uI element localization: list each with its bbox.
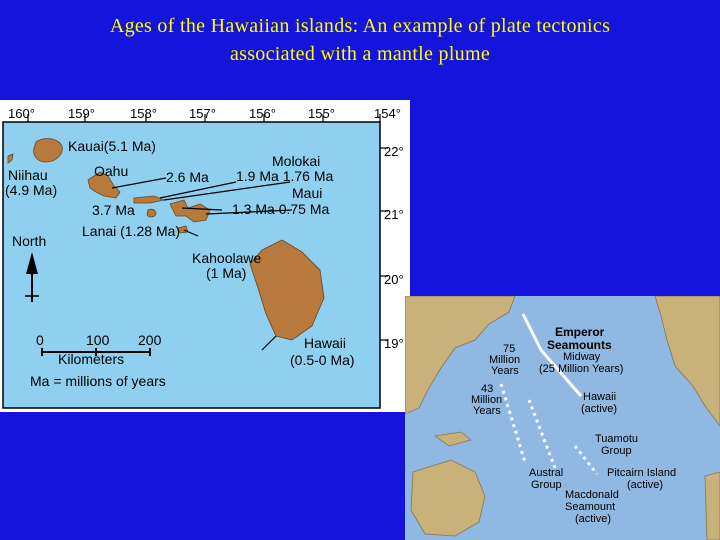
kauai-label: Kauai(5.1 Ma): [68, 138, 156, 154]
slide-title-line1: Ages of the Hawaiian islands: An example of plate tectonics: [109, 15, 611, 37]
pitcairn-status-label: (active): [627, 479, 664, 491]
lon-label-158: 158°: [130, 106, 157, 121]
lon-label-154: 154°: [374, 106, 401, 121]
lat-label-19: 19°: [384, 336, 404, 351]
tuamotu-label: Tuamotu: [595, 433, 639, 445]
niihau-label: Niihau: [8, 167, 48, 183]
niihau-age-label: (4.9 Ma): [5, 182, 58, 198]
lon-label-155: 155°: [308, 106, 335, 121]
oahu-age-label: 2.6 Ma: [166, 169, 209, 185]
age-75-million-label: Million: [489, 354, 521, 366]
maui-label: Maui: [292, 185, 323, 201]
seamounts-label: Seamounts: [547, 338, 612, 352]
lon-label-157: 157°: [189, 106, 216, 121]
lon-label-160: 160°: [8, 106, 35, 121]
hawaii-map: [0, 100, 410, 412]
kahoolawe-age-label: (1 Ma): [206, 265, 247, 281]
north-label: North: [12, 233, 47, 249]
macdonald-label: Macdonald: [565, 489, 619, 501]
lon-label-156: 156°: [249, 106, 276, 121]
pacific-map: [405, 296, 720, 540]
australia-landmass: [411, 460, 485, 536]
oahu-age2-label: 3.7 Ma: [92, 202, 135, 218]
scale-unit-label: Kilometers: [58, 351, 125, 367]
lat-label-21: 21°: [384, 207, 404, 222]
lon-label-159: 159°: [68, 106, 95, 121]
age-43-years-label: Years: [473, 405, 501, 417]
maui-ages-label: 1.3 Ma 0.75 Ma: [232, 201, 330, 217]
midway-age-label: (25 Million Years): [539, 363, 624, 375]
austral-label: Austral: [529, 467, 564, 479]
hawaii-label: Hawaii: [304, 335, 347, 351]
slide-title: [0, 12, 720, 68]
south-america-landmass: [705, 472, 720, 540]
pitcairn-label: Pitcairn Island: [607, 467, 677, 479]
scale-200-label: 200: [138, 332, 162, 348]
macdonald-status-label: (active): [575, 513, 612, 525]
lat-label-20: 20°: [384, 272, 404, 287]
molokai-ages-label: 1.9 Ma 1.76 Ma: [236, 168, 334, 184]
oahu-label: Oahu: [94, 163, 129, 179]
map-legend: Ma = millions of years: [30, 373, 166, 389]
macdonald-seamount-label: Seamount: [565, 501, 616, 513]
age-75-label: 75: [503, 343, 516, 355]
lanai-island: [147, 209, 156, 217]
pacific-hawaii-label: Hawaii: [583, 391, 617, 403]
lat-label-22: 22°: [384, 144, 404, 159]
pacific-hawaii-status-label: (active): [581, 403, 618, 415]
tuamotu-group-label: Group: [601, 445, 632, 457]
hawaii-age-label: (0.5-0 Ma): [290, 352, 355, 368]
age-75-years-label: Years: [491, 365, 519, 377]
scale-zero-label: 0: [36, 332, 44, 348]
midway-label: Midway: [563, 351, 601, 363]
age-43-million-label: Million: [471, 394, 503, 406]
lanai-label: Lanai (1.28 Ma): [82, 223, 181, 239]
austral-group-label: Group: [531, 479, 562, 491]
kahoolawe-label: Kahoolawe: [192, 250, 262, 266]
age-43-label: 43: [481, 383, 494, 395]
emperor-label: Emperor: [555, 325, 605, 339]
scale-100-label: 100: [86, 332, 110, 348]
slide-title-line2: associated with a mantle plume: [229, 43, 491, 65]
molokai-label: Molokai: [272, 153, 321, 169]
